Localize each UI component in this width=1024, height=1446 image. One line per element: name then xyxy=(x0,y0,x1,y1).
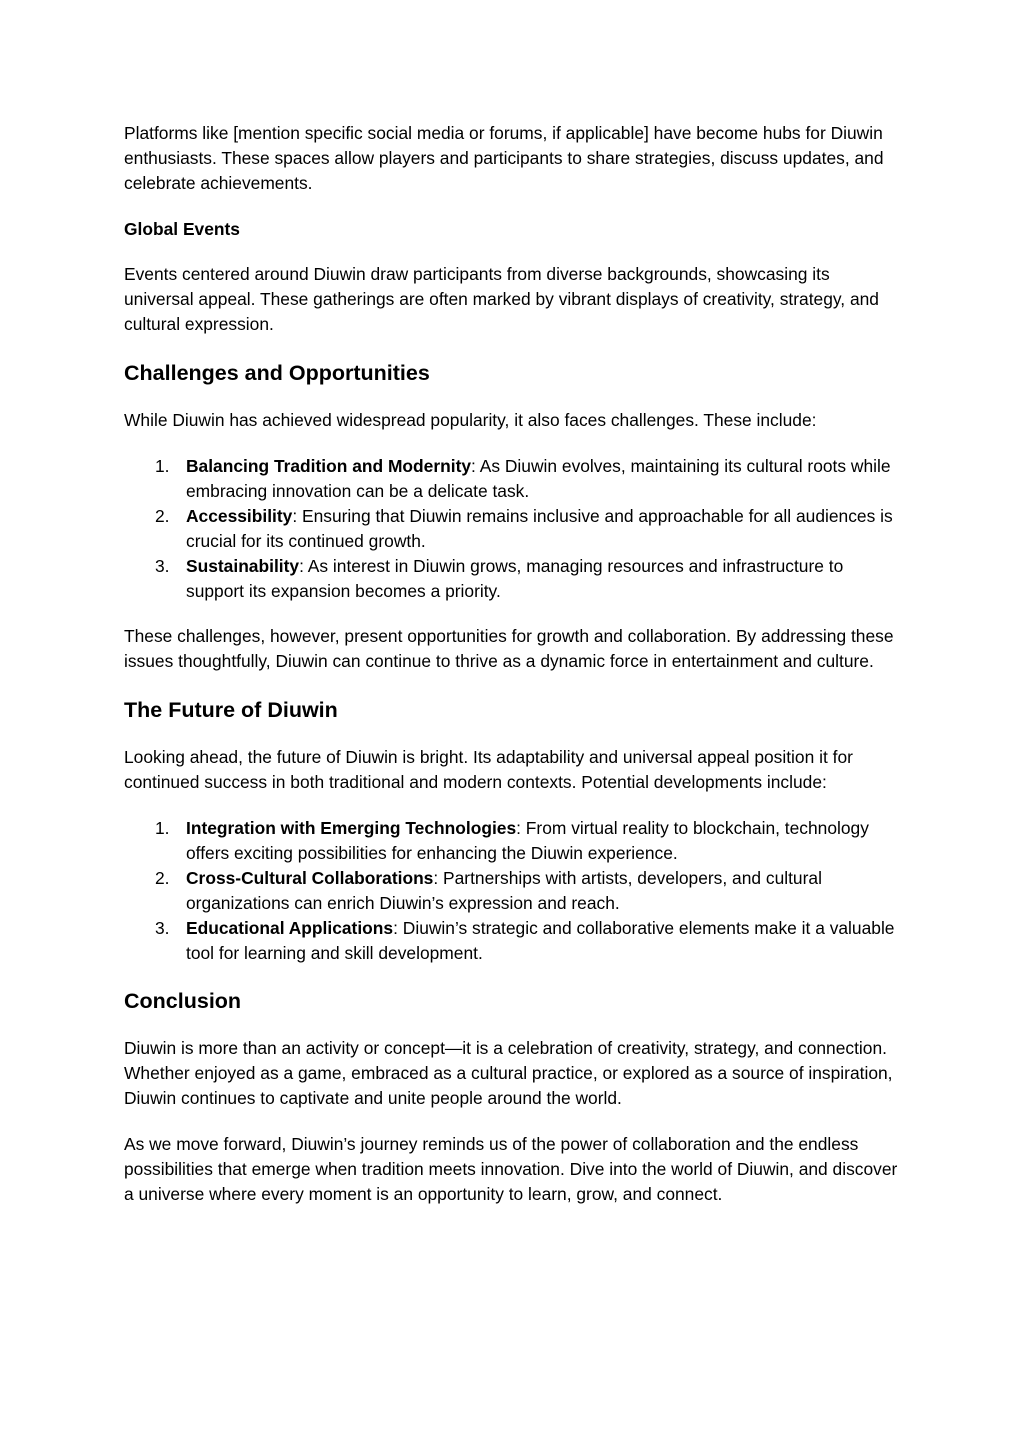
challenges-heading: Challenges and Opportunities xyxy=(124,361,430,385)
list-item-text: : Diuwin’s strategic and collaborative elements make it a valuable tool for learning and skill development. xyxy=(186,918,895,963)
list-number: 1. xyxy=(155,456,170,476)
list-item xyxy=(124,554,904,604)
list-item-term: Sustainability xyxy=(186,556,300,576)
document-page xyxy=(124,121,904,1207)
list-item xyxy=(124,454,904,504)
conclusion-paragraph-1: Diuwin is more than an activity or concept—it is a celebration of creativity, strategy, and connection. Whether enjoyed as a game, embraced as a cultural practice, or explored as a source of inspiration, Diuwin continues to captivate and unite people around the world. xyxy=(124,1038,893,1108)
list-item-text: : As interest in Diuwin grows, managing resources and infrastructure to support its expansion becomes a priority. xyxy=(186,556,844,601)
list-item-term: Accessibility xyxy=(186,506,293,526)
global-events-paragraph: Events centered around Diuwin draw participants from diverse backgrounds, showcasing its universal appeal. These gatherings are often marked by vibrant displays of creativity, strategy, and cultural expression. xyxy=(124,264,879,334)
list-item-term: Balancing Tradition and Modernity xyxy=(186,456,472,476)
list-number: 3. xyxy=(155,918,170,938)
future-heading: The Future of Diuwin xyxy=(124,698,338,722)
list-number: 1. xyxy=(155,818,170,838)
challenges-outro-paragraph: These challenges, however, present opportunities for growth and collaboration. By addressing these issues thoughtfully, Diuwin can continue to thrive as a dynamic force in entertainment and culture. xyxy=(124,626,894,671)
list-item-text: : As Diuwin evolves, maintaining its cultural roots while embracing innovation can be a delicate task. xyxy=(186,456,891,501)
future-intro-paragraph: Looking ahead, the future of Diuwin is bright. Its adaptability and universal appeal position it for continued success in both traditional and modern contexts. Potential developments include: xyxy=(124,747,853,792)
list-item-term: Cross-Cultural Collaborations xyxy=(186,868,434,888)
list-item xyxy=(124,504,904,554)
intro-paragraph: Platforms like [mention specific social media or forums, if applicable] have become hubs for Diuwin enthusiasts. These spaces allow players and participants to share strategies, discuss updates, and celebrate achievements. xyxy=(124,123,884,193)
conclusion-heading: Conclusion xyxy=(124,989,242,1013)
list-item-term: Educational Applications xyxy=(186,918,394,938)
list-item-text: : Ensuring that Diuwin remains inclusive and approachable for all audiences is crucial for its continued growth. xyxy=(186,506,893,551)
list-item-text: : From virtual reality to blockchain, technology offers exciting possibilities for enhancing the Diuwin experience. xyxy=(186,818,869,863)
future-list xyxy=(124,816,904,966)
list-item-term: Integration with Emerging Technologies xyxy=(186,818,517,838)
list-number: 2. xyxy=(155,868,170,888)
list-item xyxy=(124,916,904,966)
list-number: 3. xyxy=(155,556,170,576)
global-events-heading: Global Events xyxy=(124,219,240,239)
conclusion-paragraph-2: As we move forward, Diuwin’s journey reminds us of the power of collaboration and the endless possibilities that emerge when tradition meets innovation. Dive into the world of Diuwin, and discover a universe where every moment is an opportunity to learn, grow, and connect. xyxy=(124,1134,898,1204)
list-item-text: : Partnerships with artists, developers, and cultural organizations can enrich Diuwin’s expression and reach. xyxy=(186,868,822,913)
challenges-intro-paragraph: While Diuwin has achieved widespread popularity, it also faces challenges. These include: xyxy=(124,410,817,430)
list-item xyxy=(124,816,904,866)
challenges-list xyxy=(124,454,904,604)
list-number: 2. xyxy=(155,506,170,526)
list-item xyxy=(124,866,904,916)
